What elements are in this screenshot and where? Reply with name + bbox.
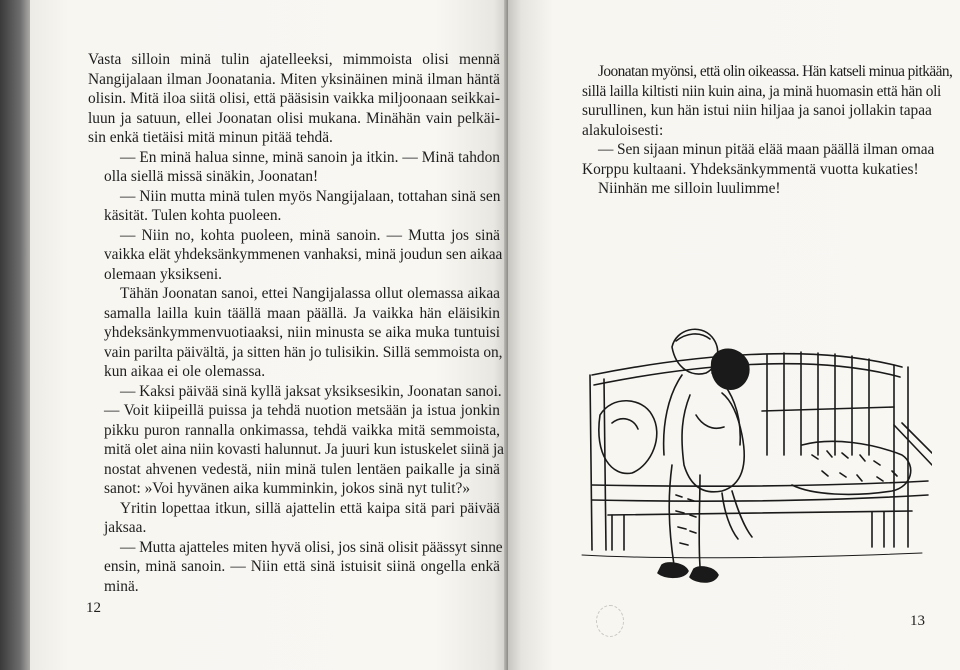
text-line: mitä olet aina niin kovasti halunnut. Ja juuri kun istuskelet siinä ja — [104, 441, 504, 458]
left-page-text — [88, 50, 504, 596]
text-line: — Niin mutta minä tulen myös Nangijalaan, tottahan sinä sen — [120, 187, 501, 205]
text-line: vain parilta päivältä, ja sitten hän jo tulisikin. Sillä semmoista on, — [104, 343, 503, 361]
text-line: — Voit kiipeillä puissa ja tehdä nuotion metsään ja istua jonkin — [104, 402, 500, 419]
text-line: sillä lailla kiltisti niin kuin aina, ja minä huomasin että hän oli — [582, 82, 942, 100]
text-line: — Kaksi päivää sinä kyllä jaksat yksiksesikin, Joonatan sanoi. — [120, 382, 502, 400]
paragraph — [88, 538, 503, 597]
text-line: ensin, minä sanoin. — Niin että sinä istuisit siinä ongella enkä — [104, 558, 500, 575]
text-line: nostat ahvenen vedestä, niin minä tulen lentäen paikalle ja sinä — [104, 460, 500, 478]
illustration-two-boys-on-bench-icon — [572, 315, 932, 605]
paragraph — [566, 62, 953, 140]
paragraph — [88, 382, 504, 499]
text-line: jaksaa. — [104, 519, 147, 536]
right-page — [508, 0, 960, 670]
text-line: Korppu kultaani. Yhdeksänkymmentä vuotta kukaties! — [582, 160, 919, 178]
paragraph — [88, 284, 503, 382]
text-line: — Sen sijaan minun pitää elää maan päällä ilman omaa — [598, 141, 935, 158]
left-page — [30, 0, 508, 670]
paragraph — [88, 187, 500, 226]
text-line: Vasta silloin minä tulin ajatelleeksi, mimmoista olisi mennä — [88, 51, 500, 68]
text-line: — Mutta ajatteles miten hyvä olisi, jos sinä olisit päässyt sinne — [120, 538, 503, 556]
paragraph — [566, 179, 930, 199]
text-line: — En minä halua sinne, minä sanoin ja itkin. — Minä tahdon — [120, 148, 500, 166]
paragraph — [88, 226, 503, 285]
paragraph — [88, 499, 500, 538]
text-line: Tähän Joonatan sanoi, ettei Nangijalassa ollut olemassa aikaa — [120, 285, 500, 302]
right-page-number: 13 — [910, 613, 925, 629]
text-line: samalla lailla kuin täällä maan päällä. Ja vaikka hän eläisikin — [104, 304, 500, 322]
text-line: luun ja satuun, ellei Joonatan olisi mukana. Minähän vain pelkäi- — [88, 109, 500, 127]
text-line: vaikka elät yhdeksänkymmenen vanhaksi, minä joudun sen aikaa — [104, 246, 503, 263]
text-line: Nangijalaan ilman Joonatania. Miten yksinäinen minä ilman häntä — [88, 70, 500, 88]
text-line: minä. — [104, 577, 139, 595]
text-line: Joonatan myönsi, että olin oikeassa. Hän katseli minua pitkään, — [598, 63, 953, 80]
text-line: olemaan yksikseni. — [104, 265, 222, 283]
right-page-text — [566, 62, 953, 199]
text-line: käsität. Tulen kohta puoleen. — [104, 207, 282, 224]
text-line: olla siellä missä sinäkin, Joonatan! — [104, 168, 319, 185]
text-line: olisin. Mitä iloa siitä olisi, että pääsisin vaikka miljoonaan seikkai- — [88, 90, 500, 107]
paper-stain — [596, 605, 624, 637]
paragraph — [88, 148, 500, 187]
text-line: yhdeksänkymmenvuotiaaksi, niin minusta se aika muka tuntuisi — [104, 324, 500, 341]
text-line: kun aikaa ei ole olemassa. — [104, 363, 266, 380]
text-line: sanot: »Voi hyvänen aika kumminkin, jokos sinä nyt tulit?» — [104, 480, 471, 497]
left-page-number: 12 — [86, 600, 101, 616]
text-line: — Niin no, kohta puoleen, minä sanoin. — Mutta jos sinä — [120, 226, 500, 244]
text-line: surullinen, kun hän istui niin hiljaa ja sanoi jollakin tapaa — [582, 102, 932, 119]
text-line: sin enkä tietäisi mitä minun pitää tehdä. — [88, 129, 333, 146]
text-line: alakuloisesti: — [582, 121, 664, 139]
text-line: Niinhän me silloin luulimme! — [598, 180, 781, 197]
paragraph — [566, 140, 935, 179]
text-line: Yritin lopettaa itkun, sillä ajattelin että kaipa sitä pari päivää — [120, 499, 500, 517]
text-line: pikku puron rannalla onkimassa, tehdä vaikka mitä semmoista, — [104, 421, 500, 439]
paragraph — [88, 50, 500, 148]
